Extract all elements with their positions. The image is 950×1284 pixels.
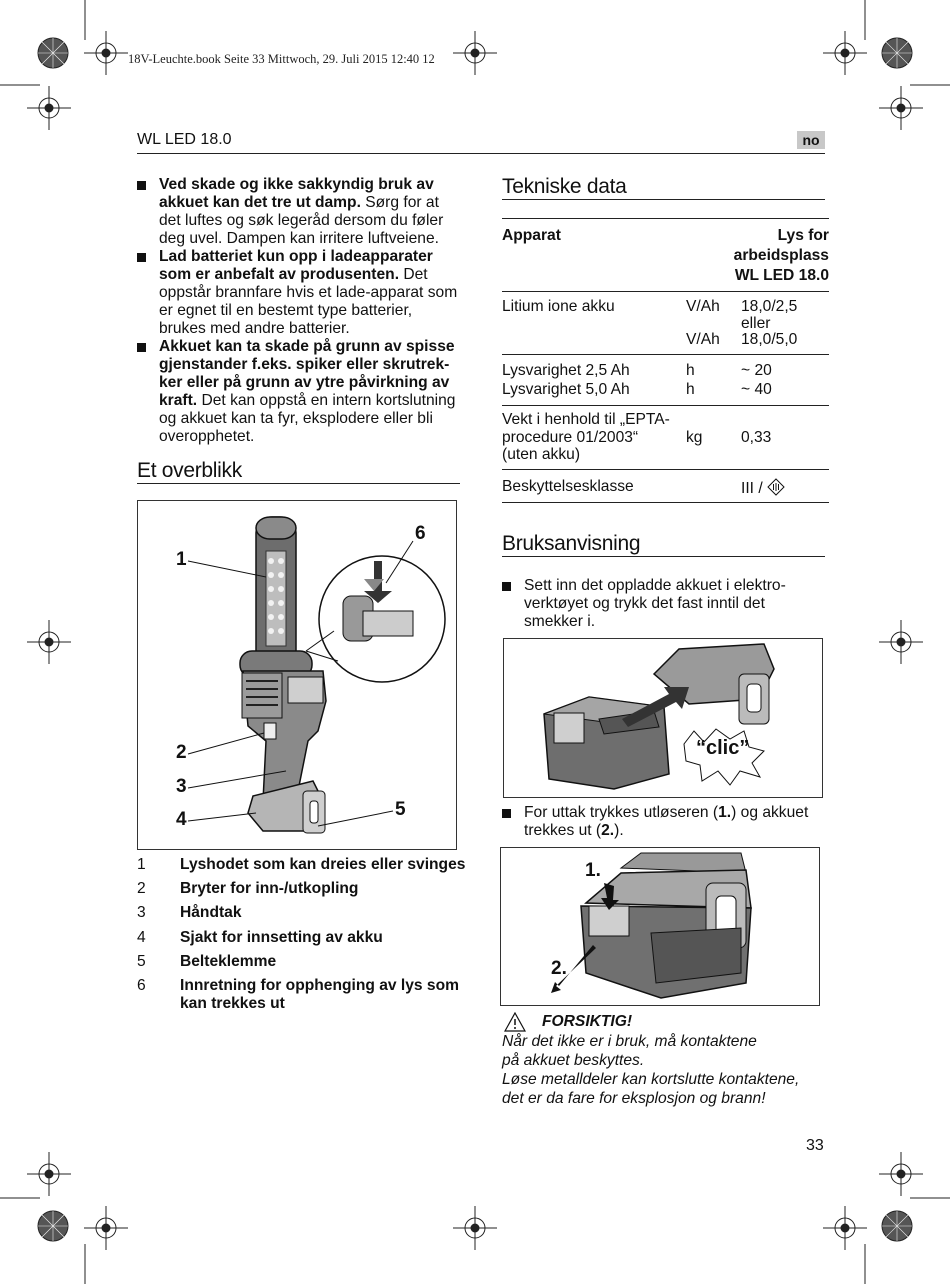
duration-2-value: ~ 40 xyxy=(741,381,772,398)
class-value xyxy=(741,478,785,498)
legend-number: 4 xyxy=(137,929,146,946)
step2-text-a: For uttak trykkes utløseren ( xyxy=(524,804,719,821)
usage-step-2 xyxy=(502,804,827,840)
safety-item-bold: Akkuet kan ta skade på grunn av spisse gjenstander f.eks. spiker eller skrutrek-ker eller på grunn av ytre påvirkning av kraft. xyxy=(159,338,455,409)
li-or: eller xyxy=(741,315,771,332)
duration-1-label: Lysvarighet 2,5 Ah xyxy=(502,362,630,379)
bullet-square-icon xyxy=(137,343,146,352)
legend-text: Innretning for opphenging av lys som kan trekkes ut xyxy=(180,977,459,1012)
safety-item-bold: Lad batteriet kun opp i ladeapparater som er anbefalt av produsenten. xyxy=(159,248,433,283)
class-label: Beskyttelsesklasse xyxy=(502,478,634,495)
warning-triangle-icon xyxy=(504,1012,526,1032)
legend-text: Lyshodet som kan dreies eller svinges xyxy=(180,856,466,873)
bullet-square-icon xyxy=(502,809,511,818)
tech-heading-rule xyxy=(502,199,825,200)
safety-item-text: Det kan oppstå en intern kortslutning og akkuet kan ta fyr, eksplodere eller bli overopphetet. xyxy=(159,392,456,445)
duration-1-value: ~ 20 xyxy=(741,362,772,379)
safety-item-text: Sørg for at det luftes og søk legeråd dersom du føler deg uvel. Dampen kan irritere luftveiene. xyxy=(159,194,444,247)
usage-step-1-text: Sett inn det oppladde akkuet i elektro-verktøyet og trykk det fast inntil det smekker i. xyxy=(524,577,786,630)
tech-heading: Tekniske data xyxy=(502,175,627,198)
step2-ref-1: 1. xyxy=(718,804,732,821)
usage-heading-rule xyxy=(502,556,825,557)
legend-number: 3 xyxy=(137,904,146,921)
legend-number: 1 xyxy=(137,856,146,873)
li-value-1: 18,0/2,5 xyxy=(741,298,798,315)
safety-item xyxy=(137,338,462,446)
clic-label: “clic” xyxy=(696,737,750,759)
li-unit-1: V/Ah xyxy=(686,298,720,315)
tech-header-right-3: WL LED 18.0 xyxy=(734,267,829,284)
weight-label-1: Vekt i henhold til „EPTA- xyxy=(502,411,670,428)
legend-text: Bryter for inn-/utkopling xyxy=(180,880,359,897)
insert-battery-figure xyxy=(503,638,823,798)
usage-step-item xyxy=(502,804,827,840)
callout-4: 4 xyxy=(176,809,187,830)
callout-6: 6 xyxy=(415,523,426,544)
step-label-1: 1. xyxy=(585,860,601,881)
usage-step-item xyxy=(502,577,812,631)
overview-heading: Et overblikk xyxy=(137,459,242,482)
safety-section xyxy=(137,176,462,446)
table-rule xyxy=(502,502,829,503)
warning-block xyxy=(502,1012,832,1108)
warning-line-1: Når det ikke er i bruk, må kontaktene xyxy=(502,1033,757,1050)
legend-number: 6 xyxy=(137,977,146,994)
header-rule xyxy=(137,153,825,154)
safety-item-bold: Ved skade og ikke sakkyndig bruk av akkuet kan det tre ut damp. xyxy=(159,176,434,211)
legend-number: 5 xyxy=(137,953,146,970)
warning-line-2: på akkuet beskyttes. xyxy=(502,1052,645,1069)
weight-value: 0,33 xyxy=(741,429,772,446)
step2-ref-2: 2. xyxy=(601,822,615,839)
tech-header-left: Apparat xyxy=(502,227,561,244)
weight-label-2: procedure 01/2003“ xyxy=(502,429,639,446)
class-value-text: III / xyxy=(741,480,767,497)
page-number: 33 xyxy=(806,1137,824,1154)
running-title: WL LED 18.0 xyxy=(137,131,232,148)
usage-step-1 xyxy=(502,577,812,631)
step2-text-c: ) og akkuet trekkes ut ( xyxy=(524,804,809,839)
safety-item xyxy=(137,176,462,248)
tech-header-right-2: arbeidsplass xyxy=(733,247,829,264)
book-header: 18V-Leuchte.book Seite 33 Mittwoch, 29. Juli 2015 12:40 12 xyxy=(128,52,435,66)
remove-battery-figure xyxy=(500,847,820,1006)
step-label-2: 2. xyxy=(551,958,567,979)
li-label: Litium ione akku xyxy=(502,298,615,315)
legend-text: Belteklemme xyxy=(180,953,277,970)
table-top-rule xyxy=(502,218,829,219)
overview-heading-rule xyxy=(137,483,460,484)
warning-line-3: Løse metalldeler kan kortslutte kontaktene, xyxy=(502,1071,800,1088)
tech-header-right-1: Lys for xyxy=(777,227,829,244)
safety-item xyxy=(137,248,462,338)
weight-unit: kg xyxy=(686,429,703,446)
safety-item-text: Det oppstår brannfare hvis et lade-apparat som er egnet til en bestemt type batterier, brukes med andre batterier. xyxy=(159,266,458,337)
bullet-square-icon xyxy=(502,582,511,591)
table-rule xyxy=(502,405,829,406)
bullet-square-icon xyxy=(137,253,146,262)
callout-5: 5 xyxy=(395,799,406,820)
duration-1-unit: h xyxy=(686,362,695,379)
li-unit-2: V/Ah xyxy=(686,331,720,348)
callout-3: 3 xyxy=(176,776,187,797)
warning-line-4: det er da fare for eksplosjon og brann! xyxy=(502,1090,766,1107)
overview-figure xyxy=(137,500,457,850)
warning-title: FORSIKTIG! xyxy=(542,1013,633,1030)
step2-text-e: ). xyxy=(614,822,624,839)
protection-class-icon xyxy=(767,478,785,496)
callout-1: 1 xyxy=(176,549,187,570)
usage-heading: Bruksanvisning xyxy=(502,532,641,555)
table-rule xyxy=(502,354,829,355)
bullet-square-icon xyxy=(137,181,146,190)
language-badge: no xyxy=(797,131,825,149)
weight-label-3: (uten akku) xyxy=(502,446,581,463)
table-rule xyxy=(502,469,829,470)
legend-text: Håndtak xyxy=(180,904,242,921)
callout-2: 2 xyxy=(176,742,187,763)
duration-2-unit: h xyxy=(686,381,695,398)
li-value-2: 18,0/5,0 xyxy=(741,331,798,348)
remove-battery-illustration xyxy=(501,848,819,1005)
legend-text: Sjakt for innsetting av akku xyxy=(180,929,383,946)
table-rule xyxy=(502,291,829,292)
legend-number: 2 xyxy=(137,880,146,897)
duration-2-label: Lysvarighet 5,0 Ah xyxy=(502,381,630,398)
insert-battery-illustration xyxy=(504,639,822,797)
